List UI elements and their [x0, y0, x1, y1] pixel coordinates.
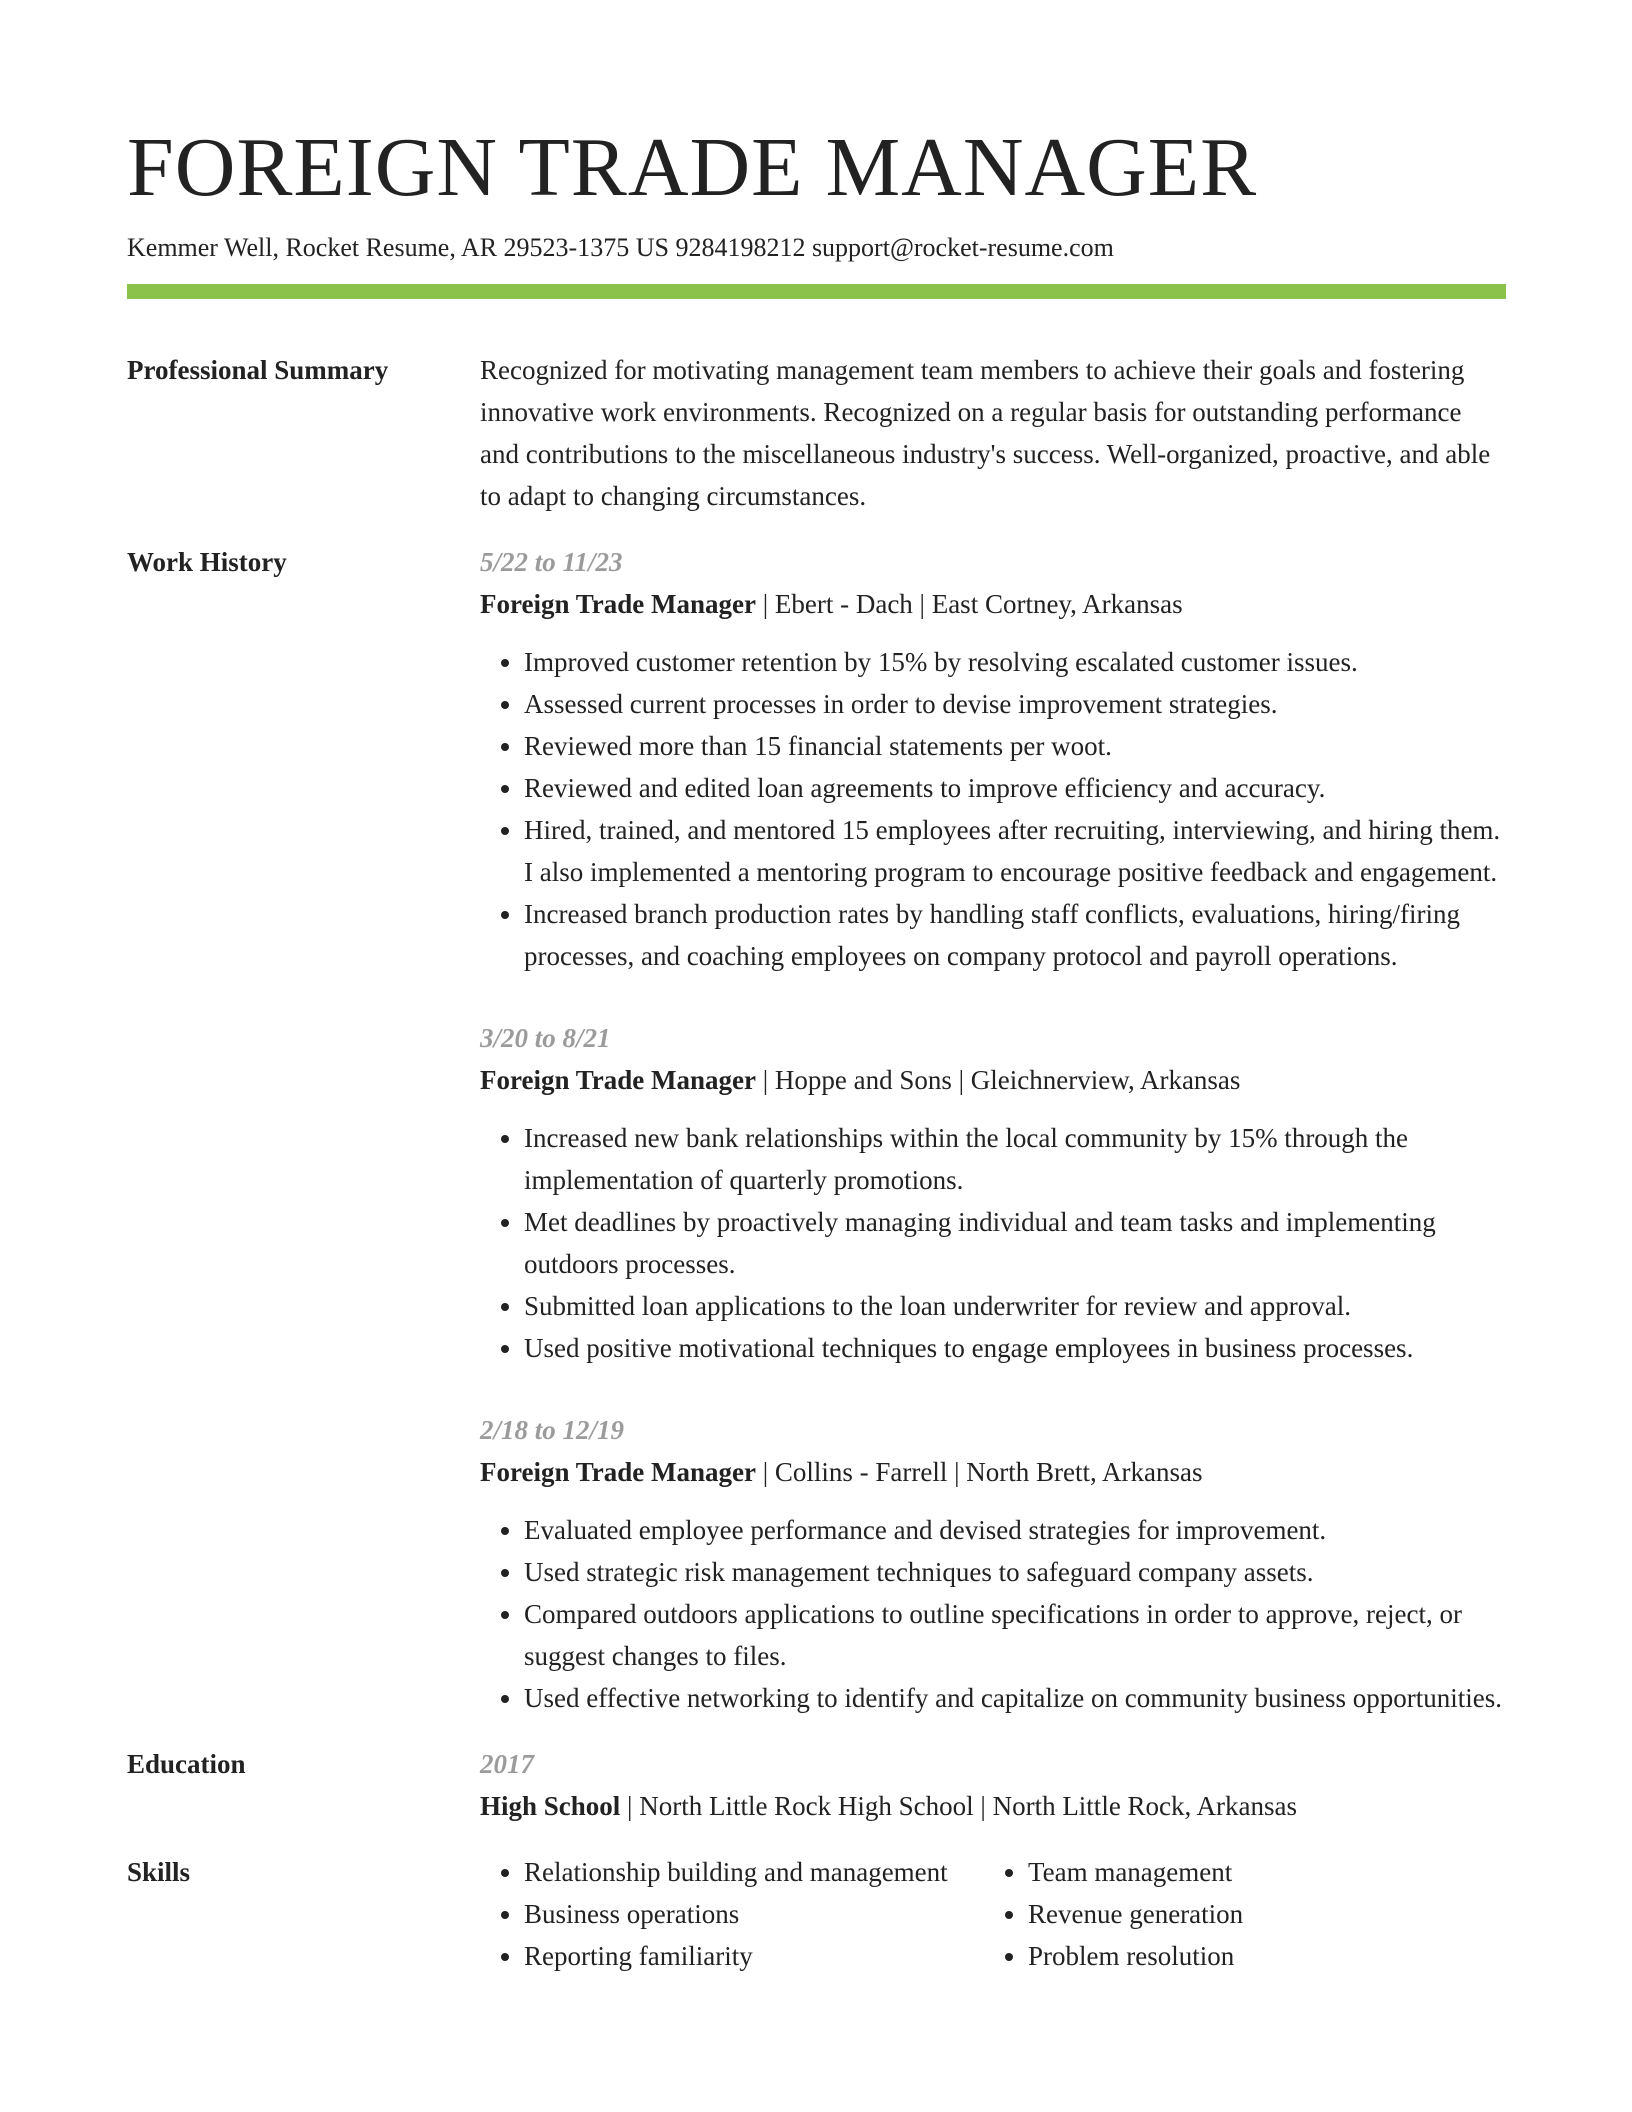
education-label: Education [127, 1749, 246, 1779]
job-bullet: • Improved customer retention by 15% by resolving escalated customer issues. [524, 641, 1506, 683]
education-line [480, 1785, 1506, 1827]
job-bullet: • Submitted loan applications to the loan underwriter for review and approval. [524, 1285, 1506, 1327]
skill-item: • Problem resolution [1028, 1935, 1243, 1977]
skill-item: • Revenue generation [1028, 1893, 1243, 1935]
job-bullets [480, 1117, 1506, 1369]
job-details: | Collins - Farrell | North Brett, Arkansas [755, 1457, 1203, 1487]
job-bullet: • Increased branch production rates by handling staff conflicts, evaluations, hiring/firing processes, and coaching employees on company protocol and payroll operations. [524, 893, 1506, 977]
skill-item: • Team management [1028, 1851, 1243, 1893]
job-entry [480, 541, 1506, 977]
work-history-label: Work History [127, 547, 287, 577]
job-line [480, 1451, 1506, 1493]
skill-item: • Reporting familiarity [524, 1935, 984, 1977]
contact-address: Kemmer Well, Rocket Resume, AR 29523-1375 US [127, 233, 669, 262]
job-title: Foreign Trade Manager [480, 589, 756, 619]
job-entry [480, 1017, 1506, 1369]
education-year: 2017 [480, 1749, 534, 1779]
education-degree: High School [480, 1791, 621, 1821]
skills-label: Skills [127, 1857, 191, 1887]
skill-item: • Relationship building and management [524, 1851, 984, 1893]
job-bullet: • Evaluated employee performance and devised strategies for improvement. [524, 1509, 1506, 1551]
education-section [127, 1743, 1506, 1827]
job-bullet: • Compared outdoors applications to outline specifications in order to approve, reject, or suggest changes to files. [524, 1593, 1506, 1677]
job-line [480, 583, 1506, 625]
education-details: | North Little Rock High School | North Little Rock, Arkansas [620, 1791, 1298, 1821]
job-bullet: • Used strategic risk management techniques to safeguard company assets. [524, 1551, 1506, 1593]
job-title: Foreign Trade Manager [480, 1457, 756, 1487]
contact-line [127, 230, 1506, 266]
summary-section [127, 349, 1506, 517]
job-bullets [480, 1509, 1506, 1719]
job-dates: 3/20 to 8/21 [480, 1023, 611, 1053]
job-bullet: • Assessed current processes in order to devise improvement strategies. [524, 683, 1506, 725]
resume-name: FOREIGN TRADE MANAGER [127, 121, 1258, 214]
job-bullets [480, 641, 1506, 977]
job-line [480, 1059, 1506, 1101]
contact-email: support@rocket-resume.com [811, 233, 1114, 262]
work-history-list [480, 541, 1506, 1719]
job-bullet: • Reviewed more than 15 financial statements per woot. [524, 725, 1506, 767]
skill-item: • Business operations [524, 1893, 984, 1935]
job-entry [480, 1409, 1506, 1719]
job-bullet: • Reviewed and edited loan agreements to improve efficiency and accuracy. [524, 767, 1506, 809]
summary-text: Recognized for motivating management team members to achieve their goals and fostering innovative work environments. Recognized on a regular basis for outstanding performance and contributions to the miscellaneous industry's success. Well-organized, proactive, and able to adapt to changing circumstances. [480, 355, 1491, 511]
skills-column-1 [480, 1851, 984, 1977]
job-dates: 5/22 to 11/23 [480, 547, 623, 577]
job-bullet: • Used positive motivational techniques to engage employees in business processes. [524, 1327, 1506, 1369]
job-details: | Ebert - Dach | East Cortney, Arkansas [755, 589, 1183, 619]
skills-section [127, 1851, 1506, 1977]
job-bullet: • Hired, trained, and mentored 15 employees after recruiting, interviewing, and hiring them. I also implemented a mentoring program to encourage positive feedback and engagement. [524, 809, 1506, 893]
job-details: | Hoppe and Sons | Gleichnerview, Arkansas [755, 1065, 1241, 1095]
job-bullet: • Met deadlines by proactively managing individual and team tasks and implementing outdoors processes. [524, 1201, 1506, 1285]
job-title: Foreign Trade Manager [480, 1065, 756, 1095]
skills-grid [480, 1851, 1506, 1977]
resume-page [127, 118, 1506, 1977]
summary-label: Professional Summary [127, 355, 389, 385]
work-history-section [127, 541, 1506, 1719]
job-bullet: • Increased new bank relationships within the local community by 15% through the implementation of quarterly promotions. [524, 1117, 1506, 1201]
contact-phone: 9284198212 [675, 233, 806, 262]
skills-column-2 [984, 1851, 1243, 1977]
job-dates: 2/18 to 12/19 [480, 1415, 625, 1445]
job-bullet: • Used effective networking to identify and capitalize on community business opportunities. [524, 1677, 1506, 1719]
header-divider [127, 284, 1506, 299]
